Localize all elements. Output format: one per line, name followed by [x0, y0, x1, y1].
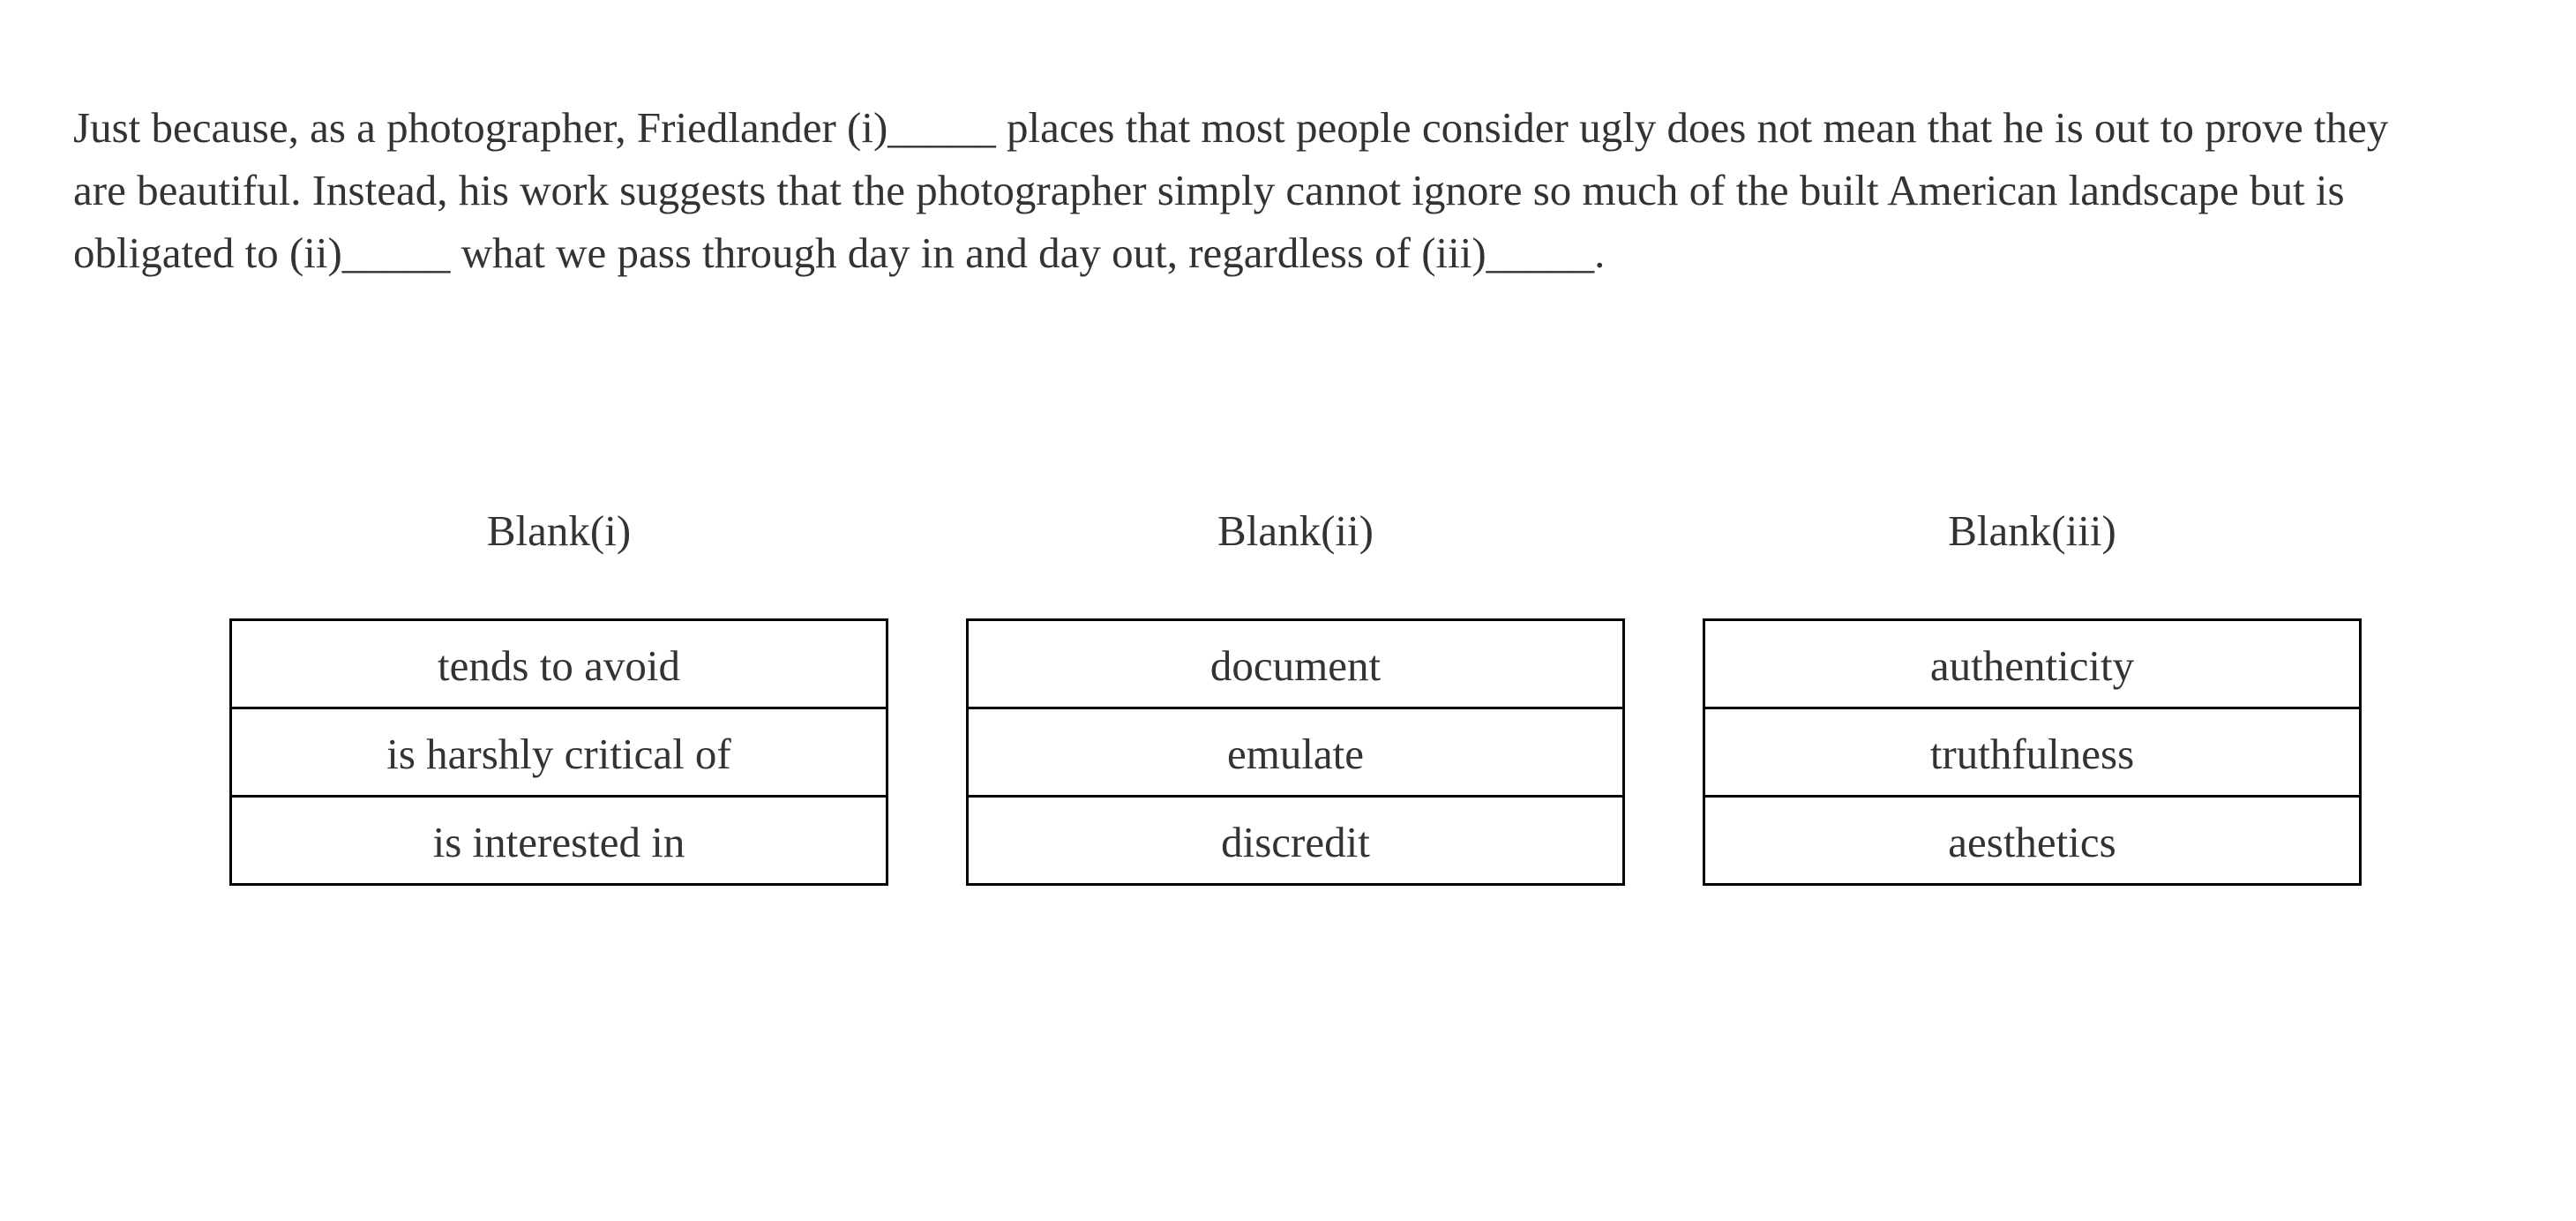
choice-label: tends to avoid — [438, 641, 680, 690]
choice-label: is interested in — [432, 818, 685, 866]
passage-line: are beautiful. Instead, his work suggests that the photographer simply cannot ignore so much of the built American landscape but is — [73, 166, 2345, 214]
blank-iii-group — [1703, 499, 2362, 866]
passage-line: Just because, as a photographer, Friedlander (i)_____ places that most people consider ugly does not mean that he is out to prove they — [73, 103, 2389, 152]
choice-label: discredit — [1221, 818, 1370, 866]
blank-ii-group — [966, 499, 1625, 866]
choice-label: truthfulness — [1929, 730, 2135, 778]
choice-label: is harshly critical of — [386, 730, 731, 778]
blank-iii-heading: Blank(iii) — [1948, 506, 2116, 555]
choice-label: emulate — [1226, 730, 1365, 778]
blank-i-heading: Blank(i) — [486, 506, 632, 555]
choice-option[interactable] — [1705, 621, 2359, 707]
choice-option[interactable] — [1705, 795, 2359, 883]
choice-option[interactable] — [232, 707, 886, 795]
choice-option[interactable] — [969, 795, 1622, 883]
choice-option[interactable] — [969, 707, 1622, 795]
choice-label: document — [1209, 641, 1382, 690]
choice-option[interactable] — [969, 621, 1622, 707]
question-passage — [73, 96, 2526, 284]
blank-i-group — [229, 499, 888, 866]
blank-ii-heading: Blank(ii) — [1217, 506, 1374, 555]
blank-i-choices — [229, 618, 888, 886]
blank-ii-choices — [966, 618, 1625, 886]
blank-iii-choices — [1703, 618, 2362, 886]
choice-label: authenticity — [1929, 641, 2135, 690]
passage-line: obligated to (ii)_____ what we pass through day in and day out, regardless of (iii)_____. — [73, 228, 1606, 277]
choice-label: aesthetics — [1948, 818, 2116, 866]
choice-option[interactable] — [1705, 707, 2359, 795]
choice-option[interactable] — [232, 795, 886, 883]
choice-option[interactable] — [232, 621, 886, 707]
